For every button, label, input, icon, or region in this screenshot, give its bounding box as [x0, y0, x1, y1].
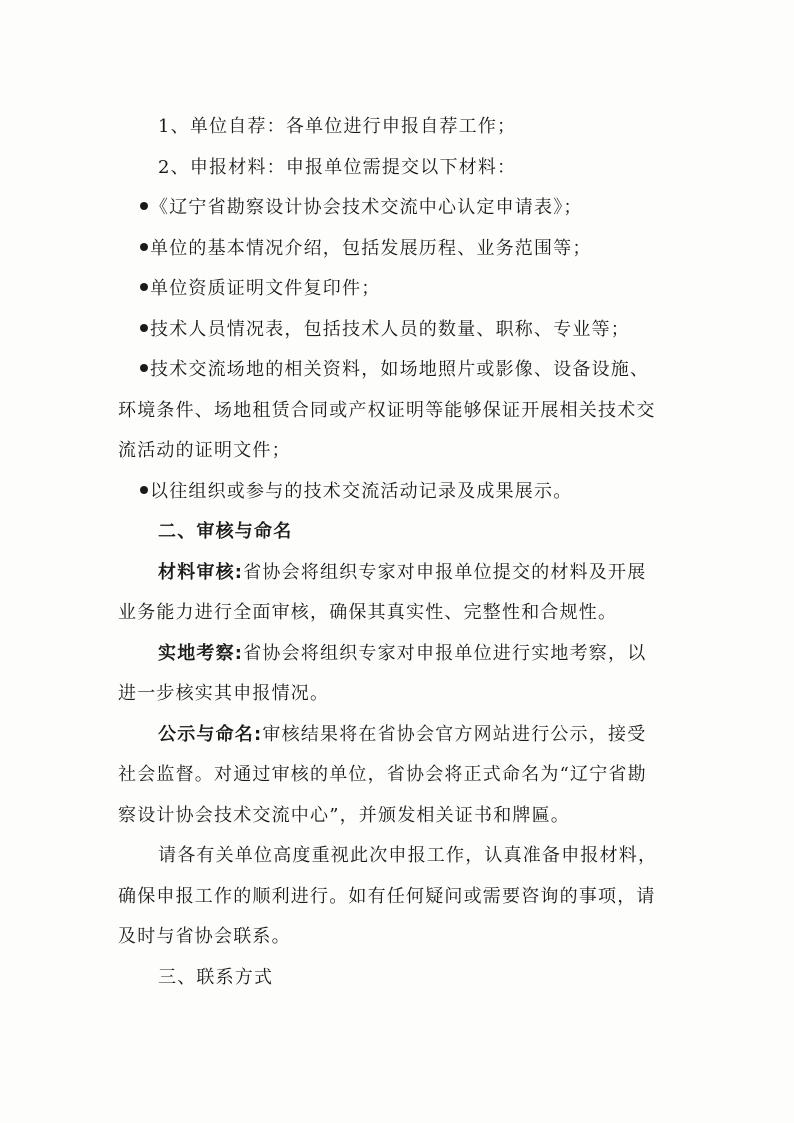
- bullet-venue-materials-cont-1: 环境条件、场地租赁合同或产权证明等能够保证开展相关技术交: [118, 399, 656, 421]
- bullet-text: 技术交流场地的相关资料，如场地照片或影像、设备设施、: [150, 359, 650, 380]
- bullet-dot: [140, 486, 148, 494]
- paragraph-closing: 请各有关单位高度重视此次申报工作，认真准备申报材料，: [158, 845, 658, 866]
- bullet-dot: [140, 324, 148, 332]
- label-publicity: 公示与命名:: [158, 723, 263, 745]
- bullet-venue-materials: [118, 350, 666, 391]
- item-self-recommendation: 1、单位自荐：各单位进行申报自荐工作；: [158, 116, 517, 137]
- paragraph-site-inspection-cont: 进一步核实其申报情况。: [118, 683, 330, 704]
- bullet-past-activities: [118, 472, 666, 513]
- bullet-dot: [140, 283, 148, 291]
- paragraph-closing-cont-1: 确保申报工作的顺利进行。如有任何疑问或需要咨询的事项，请: [118, 885, 656, 907]
- item-application-materials: 2、申报材料：申报单位需提交以下材料：: [158, 156, 517, 178]
- bullet-text: 单位资质证明文件复印件；: [150, 278, 381, 299]
- paragraph-publicity-cont-2: 察设计协会技术交流中心”，并颁发相关证书和牌匾。: [118, 804, 570, 826]
- section-heading-contact: 三、联系方式: [158, 966, 274, 988]
- paragraph-closing-cont-2: 及时与省协会联系。: [118, 926, 291, 947]
- label-site-inspection: 实地考察:: [158, 642, 244, 664]
- text-material-review: 省协会将组织专家对申报单位提交的材料及开展: [243, 561, 647, 583]
- bullet-text: 《辽宁省勘察设计协会技术交流中心认定申请表》；: [150, 197, 583, 218]
- paragraph-site-inspection: [118, 634, 666, 675]
- label-material-review: 材料审核:: [158, 561, 244, 583]
- text-publicity: 审核结果将在省协会官方网站进行公示，接受: [262, 723, 647, 745]
- bullet-venue-materials-cont-2: 流活动的证明文件；: [118, 440, 291, 461]
- bullet-basic-info: [118, 229, 666, 270]
- bullet-text: 技术人员情况表，包括技术人员的数量、职称、专业等；: [150, 318, 630, 340]
- paragraph-material-review: [118, 553, 666, 594]
- bullet-application-form: [118, 188, 666, 229]
- bullet-qualification: [118, 269, 666, 310]
- document-body: [118, 107, 666, 998]
- text-site-inspection: 省协会将组织专家对申报单位进行实地考察，以: [243, 642, 647, 664]
- paragraph-publicity-cont-1: 社会监督。对通过审核的单位，省协会将正式命名为“辽宁省勘: [118, 764, 647, 785]
- bullet-dot: [140, 243, 148, 251]
- bullet-text: 以往组织或参与的技术交流活动记录及成果展示。: [150, 480, 573, 502]
- bullet-dot: [140, 202, 148, 210]
- paragraph-publicity: [118, 715, 666, 756]
- bullet-technical-staff: [118, 310, 666, 351]
- section-heading-review: 二、审核与命名: [158, 521, 293, 542]
- bullet-dot: [140, 364, 148, 372]
- paragraph-material-review-cont: 业务能力进行全面审核，确保其真实性、完整性和合规性。: [118, 602, 618, 623]
- bullet-text: 单位的基本情况介绍，包括发展历程、业务范围等；: [150, 237, 592, 259]
